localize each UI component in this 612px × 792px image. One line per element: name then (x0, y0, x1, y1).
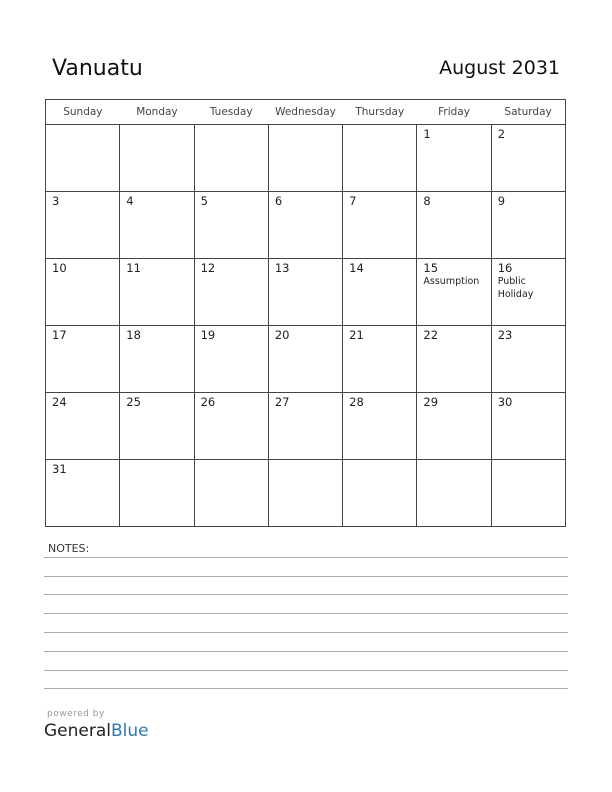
weekday-sunday: Sunday (46, 100, 120, 125)
holiday-label: Assumption (423, 276, 480, 287)
day-number: 26 (200, 395, 216, 409)
calendar-day-cell (343, 326, 417, 393)
calendar-day-cell (46, 393, 120, 460)
calendar-day-cell (491, 326, 565, 393)
day-number: 27 (274, 395, 290, 409)
calendar-day-cell (417, 326, 491, 393)
calendar-week-row (46, 259, 566, 326)
weekday-header-row (46, 100, 566, 125)
calendar-day-cell (343, 460, 417, 527)
weekday-monday: Monday (120, 100, 194, 125)
notes-label: NOTES: (48, 542, 90, 555)
calendar-day-cell (268, 259, 342, 326)
weekday-tuesday: Tuesday (194, 100, 268, 125)
notes-line (44, 594, 568, 595)
day-number: 25 (126, 395, 141, 409)
day-number: 29 (423, 395, 439, 409)
notes-line (44, 557, 568, 558)
holiday-label: Public Holiday (497, 276, 534, 300)
calendar-day-cell (194, 259, 268, 326)
calendar-day-cell (417, 259, 491, 326)
day-number: 10 (52, 261, 67, 275)
day-number: 17 (52, 328, 67, 342)
calendar-day-cell (120, 393, 194, 460)
day-number: 19 (200, 328, 216, 342)
calendar-day-cell (120, 460, 194, 527)
calendar-day-cell (194, 192, 268, 259)
day-number: 12 (200, 261, 216, 275)
calendar-day-cell (120, 192, 194, 259)
day-number: 23 (497, 328, 513, 342)
weekday-thursday: Thursday (343, 100, 417, 125)
calendar-day-cell (268, 460, 342, 527)
day-number: 1 (423, 127, 431, 141)
calendar-day-cell (46, 192, 120, 259)
calendar-day-cell (268, 192, 342, 259)
calendar-country-title: Vanuatu (52, 56, 143, 81)
notes-line (44, 632, 568, 633)
notes-line (44, 670, 568, 671)
day-number: 18 (126, 328, 141, 342)
calendar-day-cell (417, 192, 491, 259)
calendar-day-cell (46, 326, 120, 393)
calendar-week-row (46, 393, 566, 460)
calendar-day-cell (343, 125, 417, 192)
day-number: 16 (497, 261, 513, 275)
day-number: 30 (497, 395, 513, 409)
calendar-week-row (46, 460, 566, 527)
day-number: 28 (349, 395, 364, 409)
day-number: 15 (423, 261, 439, 275)
brand-general: General (44, 721, 111, 741)
day-number: 6 (274, 194, 283, 208)
calendar-day-cell (194, 460, 268, 527)
day-number: 5 (200, 194, 208, 208)
calendar-day-cell (46, 460, 120, 527)
day-number: 2 (497, 127, 506, 141)
day-number: 4 (126, 194, 134, 208)
weekday-saturday: Saturday (491, 100, 565, 125)
day-number: 9 (497, 194, 506, 208)
calendar-day-cell (343, 393, 417, 460)
day-number: 31 (52, 462, 67, 476)
calendar-week-row (46, 326, 566, 393)
calendar-day-cell (268, 125, 342, 192)
notes-line (44, 576, 568, 577)
day-number: 21 (349, 328, 364, 342)
powered-by-text: powered by (47, 709, 105, 719)
brand-blue: Blue (111, 721, 149, 741)
day-number: 24 (52, 395, 67, 409)
weekday-wednesday: Wednesday (268, 100, 342, 125)
day-number: 13 (274, 261, 290, 275)
day-number: 7 (349, 194, 357, 208)
calendar-day-cell (491, 460, 565, 527)
calendar-day-cell (194, 326, 268, 393)
calendar-day-cell (417, 393, 491, 460)
calendar-day-cell (120, 125, 194, 192)
calendar-month-title: August 2031 (439, 57, 560, 79)
day-number: 22 (423, 328, 439, 342)
calendar-day-cell (46, 259, 120, 326)
notes-line (44, 688, 568, 689)
calendar-day-cell (343, 259, 417, 326)
day-number: 14 (349, 261, 364, 275)
calendar-day-cell (46, 125, 120, 192)
calendar-day-cell (268, 393, 342, 460)
calendar-day-cell (417, 125, 491, 192)
calendar-week-row (46, 125, 566, 192)
calendar-day-cell (491, 192, 565, 259)
brand-logo (44, 721, 149, 741)
weekday-friday: Friday (417, 100, 491, 125)
calendar-day-cell (194, 125, 268, 192)
calendar-grid (45, 99, 566, 527)
calendar-day-cell (194, 393, 268, 460)
calendar-day-cell (491, 125, 565, 192)
day-number: 20 (274, 328, 290, 342)
notes-line (44, 613, 568, 614)
notes-line (44, 651, 568, 652)
calendar-day-cell (268, 326, 342, 393)
calendar-day-cell (491, 259, 565, 326)
day-number: 3 (52, 194, 60, 208)
calendar-day-cell (120, 326, 194, 393)
calendar-day-cell (343, 192, 417, 259)
calendar-day-cell (417, 460, 491, 527)
calendar-day-cell (491, 393, 565, 460)
day-number: 11 (126, 261, 141, 275)
calendar-week-row (46, 192, 566, 259)
calendar-day-cell (120, 259, 194, 326)
day-number: 8 (423, 194, 431, 208)
